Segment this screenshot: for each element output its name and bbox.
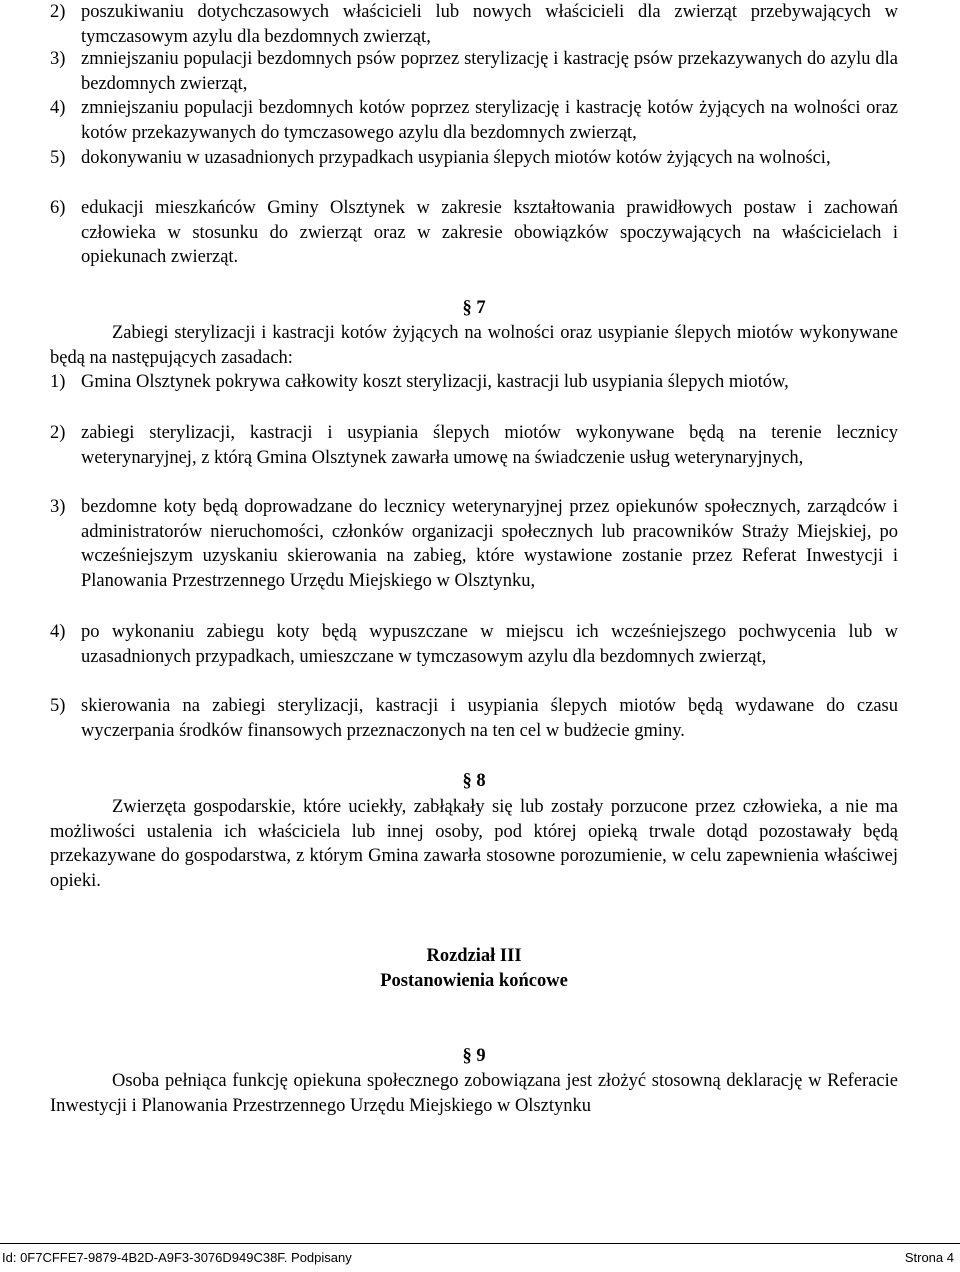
list-item-number: 5) (50, 148, 66, 168)
section-paragraph: Osoba pełniąca funkcję opiekuna społecznego zobowiązana jest złożyć stosowną deklarację w Referacie Inwestycji i Planowania Przestrzennego Urzędu Miejskiego w Olsztynku (50, 1071, 898, 1116)
list-item (50, 620, 898, 669)
list-item-number: 5) (50, 696, 66, 716)
list-item-text: po wykonaniu zabiegu koty będą wypuszczane w miejscu ich wcześniejszego pochwycenia lub w uzasadnionych przypadkach, umieszczane w tymczasowym azylu dla bezdomnych zwierząt, (81, 622, 898, 667)
page-number: Strona 4 (904, 1250, 954, 1265)
section-heading: § 9 (462, 1046, 486, 1066)
section-heading: § 7 (462, 298, 486, 318)
list-item-number: 4) (50, 98, 66, 118)
list-item (50, 694, 898, 743)
list-item-text: skierowania na zabiegi sterylizacji, kastracji i usypiania ślepych miotów będą wydawane do czasu wyczerpania środków finansowych przeznaczonych na ten cel w budżecie gminy. (81, 696, 898, 741)
list-item-text: zabiegi sterylizacji, kastracji i usypiania ślepych miotów wykonywane będą na terenie lecznicy weterynaryjnej, z którą Gmina Olsztynek zawarła umowę na świadczenie usług weterynaryjnych, (81, 423, 898, 468)
chapter-number: Rozdział III (426, 946, 522, 966)
list-item-text: poszukiwaniu dotychczasowych właścicieli lub nowych właścicieli dla zwierząt przebywających w tymczasowym azylu dla bezdomnych zwierząt, (81, 2, 898, 47)
list-item (50, 146, 898, 171)
list-item-number: 2) (50, 2, 66, 22)
list-item (50, 0, 898, 49)
section-heading: § 8 (462, 771, 486, 791)
list-item (50, 96, 898, 145)
section-paragraph: Zwierzęta gospodarskie, które uciekły, zabłąkały się lub zostały porzucone przez człowieka, a nie ma możliwości ustalenia ich właściciela lub innej osoby, pod której opieką trwale dotąd pozostawały będą przekazywane do gospodarstwa, z którym Gmina zawarła stosowne porozumienie, w celu zapewnienia właściwej opieki. (50, 797, 898, 891)
list-item-text: zmniejszaniu populacji bezdomnych psów poprzez sterylizację i kastrację psów przekazywanych do azylu dla bezdomnych zwierząt, (81, 49, 898, 94)
list-item-text: Gmina Olsztynek pokrywa całkowity koszt sterylizacji, kastracji lub usypiania ślepych miotów, (81, 372, 789, 392)
list-item (50, 495, 898, 593)
list-item-number: 3) (50, 497, 66, 517)
list-item-text: bezdomne koty będą doprowadzane do lecznicy weterynaryjnej przez opiekunów społecznych, zarządców i administratorów nieruchomości, członków organizacji społecznych lub pracowników Straży Miejskiej, po wcześniejszym uzyskaniu skierowania na zabieg, które wystawione zostanie przez Referat Inwestycji i Planowania Przestrzennego Urzędu Miejskiego w Olsztynku, (81, 497, 898, 591)
chapter-title: Postanowienia końcowe (380, 971, 568, 991)
list-item-number: 4) (50, 622, 66, 642)
list-item-number: 6) (50, 198, 66, 218)
list-item (50, 196, 898, 270)
list-item-text: edukacji mieszkańców Gminy Olsztynek w zakresie kształtowania prawidłowych postaw i zachowań człowieka w stosunku do zwierząt oraz w zakresie obowiązków spoczywających na właścicielach i opiekunach zwierząt. (81, 198, 898, 267)
list-item-text: zmniejszaniu populacji bezdomnych kotów poprzez sterylizację i kastrację kotów żyjących na wolności oraz kotów przekazywanych do tymczasowego azylu dla bezdomnych zwierząt, (81, 98, 898, 143)
list-item (50, 421, 898, 470)
footer-divider (0, 1243, 960, 1244)
list-item-text: dokonywaniu w uzasadnionych przypadkach usypiania ślepych miotów kotów żyjących na wolności, (81, 148, 831, 168)
list-item-number: 2) (50, 423, 66, 443)
list-item (50, 47, 898, 96)
section-intro: Zabiegi sterylizacji i kastracji kotów żyjących na wolności oraz usypianie ślepych miotów wykonywane będą na następujących zasadach: (50, 323, 898, 368)
document-id: Id: 0F7CFFE7-9879-4B2D-A9F3-3076D949C38F. Podpisany (2, 1250, 352, 1265)
list-item-number: 1) (50, 372, 66, 392)
list-item-number: 3) (50, 49, 66, 69)
list-item (50, 370, 898, 395)
